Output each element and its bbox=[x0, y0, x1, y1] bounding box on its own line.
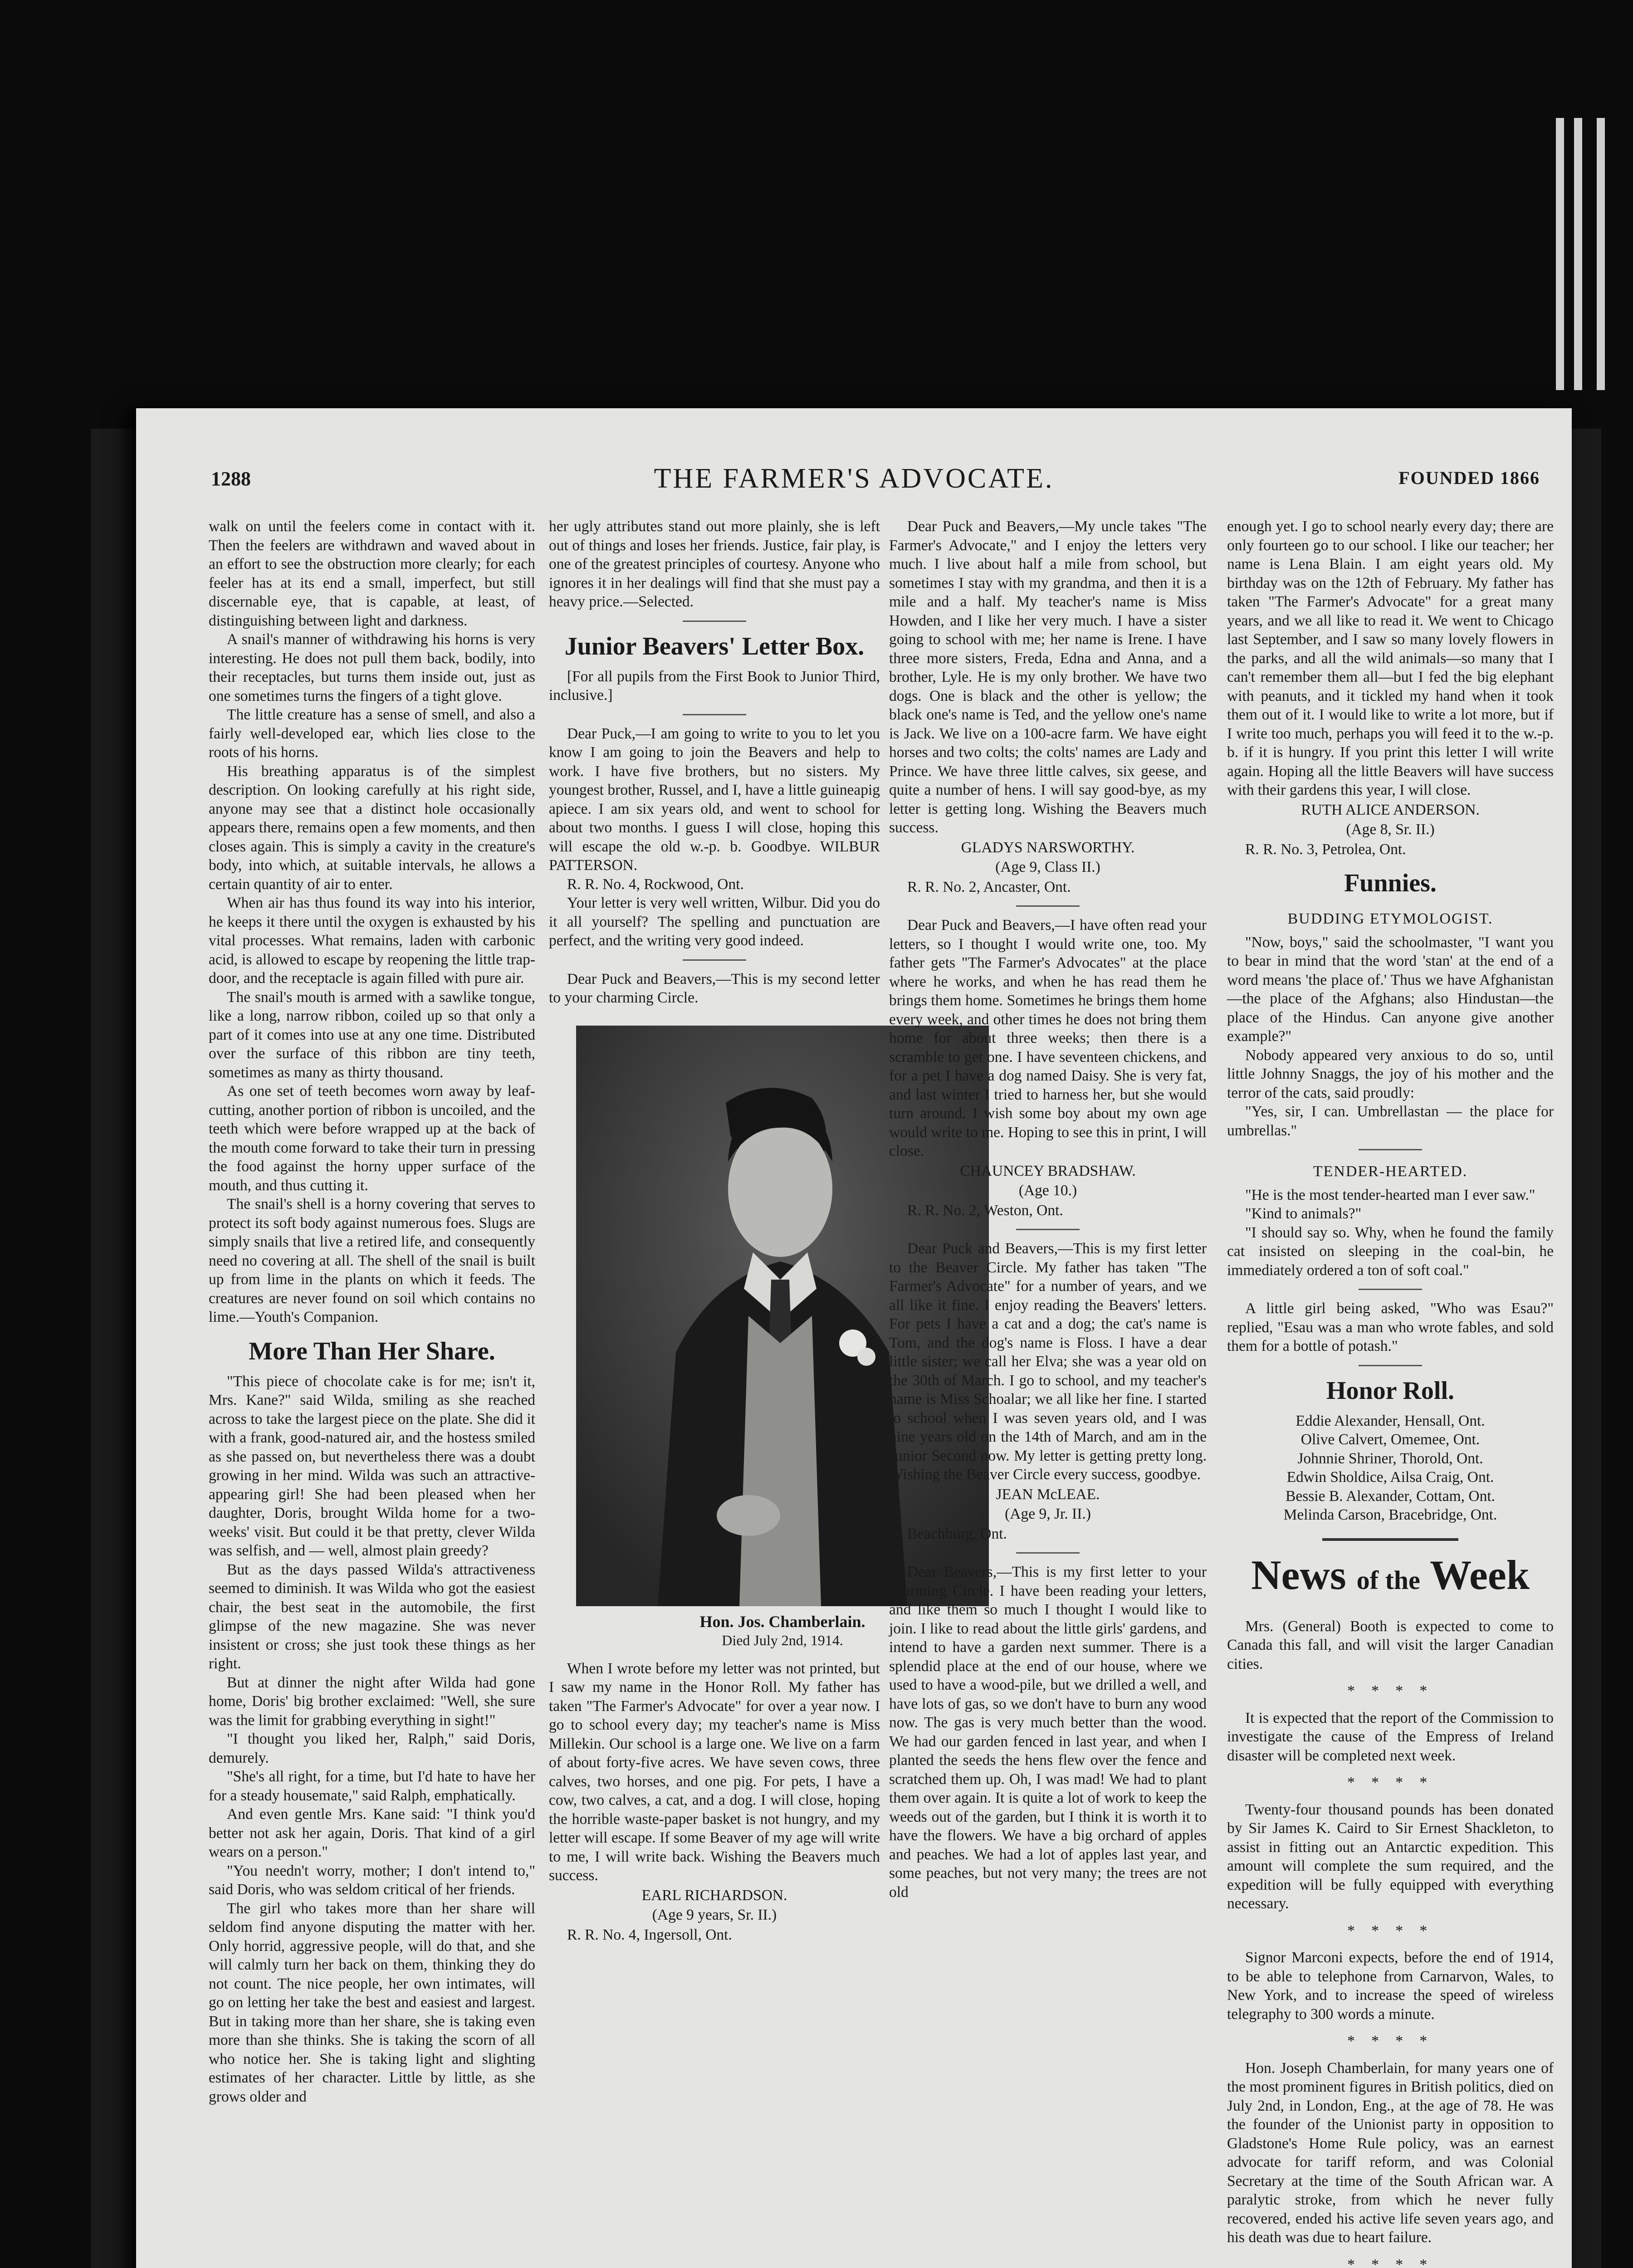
divider bbox=[1359, 1289, 1422, 1290]
funny-paragraph: Nobody appeared very anxious to do so, until little Johnny Snaggs, the joy of his mother and the terror of the cats, said proudly: bbox=[1227, 1046, 1554, 1101]
letter-signature: JEAN McLEAE. bbox=[996, 1486, 1100, 1503]
honor-roll-heading: Honor Roll. bbox=[1326, 1376, 1455, 1405]
news-separator: * * * * bbox=[1347, 1922, 1434, 1939]
snail-paragraph: The snail's shell is a horny covering that serves to protect its soft body against numerous foes. Slugs are simply snails that live a retired life, and consequently need no covering at all. The shell of the snail is built up from lime in the plants on which it feeds. The creatures are never found on soil which contains no lime.—Youth's Companion. bbox=[209, 1196, 535, 1325]
portrait-caption-name: Hon. Jos. Chamberlain. bbox=[699, 1612, 865, 1631]
letter-age: (Age 8, Sr. II.) bbox=[1346, 821, 1435, 838]
funny-paragraph: "Now, boys," said the schoolmaster, "I want you to bear in mind that the word 'stan' at the end of a word means 'the place of.' Thus we have Afghanistan—the place of the Afghans; also Hindustan—the place of the Hindus. Can anyone give another example?" bbox=[1227, 934, 1554, 1045]
funny-title: TENDER-HEARTED. bbox=[1313, 1163, 1468, 1180]
story-paragraph: "I thought you liked her, Ralph," said Doris, demurely. bbox=[209, 1730, 535, 1766]
divider bbox=[683, 959, 746, 961]
masthead-title: THE FARMER'S ADVOCATE. bbox=[654, 463, 1054, 494]
letter-address: R. R. No. 2, Ancaster, Ont. bbox=[907, 878, 1071, 895]
page-number: 1288 bbox=[211, 468, 251, 490]
snail-paragraph: walk on until the feelers come in contact with it. Then the feelers are withdrawn and waved about in an effort to see the obstruction more clearly; for each feeler has at its end a small, imperfect, but still discernable eye, that is capable, at least, of distinguishing between light and darkness. bbox=[209, 518, 535, 629]
news-heading bbox=[1227, 1550, 1554, 1605]
column-4 bbox=[1227, 517, 1554, 2268]
letter-age: (Age 9, Class II.) bbox=[995, 859, 1100, 875]
news-item: It is expected that the report of the Commission to investigate the cause of the Empress of Ireland disaster will be completed next week. bbox=[1227, 1709, 1554, 1764]
honor-roll-list bbox=[1227, 1412, 1554, 1525]
newspaper-page bbox=[136, 408, 1572, 2268]
letter-age: (Age 9 years, Sr. II.) bbox=[652, 1906, 777, 1923]
letter-signature: EARL RICHARDSON. bbox=[641, 1887, 787, 1904]
page-header bbox=[136, 463, 1572, 503]
snail-paragraph: As one set of teeth becomes worn away by leaf-cutting, another portion of ribbon is uncoiled, and the teeth which were before wrapped up at the back of the mouth come forward to take their turn in pressing the food against the horny upper surface of the mouth, and thus cutting it. bbox=[209, 1083, 535, 1194]
letter-address: R. R. No. 2, Weston, Ont. bbox=[907, 1202, 1063, 1219]
news-item: Twenty-four thousand pounds has been donated by Sir James K. Caird to Sir Ernest Shackleton, to assist in fitting out an Antarctic expedition. This amount will complete the sum required, and the expedition will be fully equipped with everything necessary. bbox=[1227, 1801, 1554, 1912]
story-paragraph: But as the days passed Wilda's attractiveness seemed to diminish. It was Wilda who got the easiest chair, the best seat in the automobile, the first glimpse of the new magazine. She was never insistent or cross; she just took these things as her right. bbox=[209, 1561, 535, 1672]
news-item: Hon. Joseph Chamberlain, for many years one of the most prominent figures in British politics, died on July 2nd, in London, Eng., at the age of 78. He was the founder of the Unionist party in opposition to Gladstone's Home Rule policy, was an earnest advocate for tariff reform, and was Colonial Secretary at the time of the South African war. A paralytic stroke, from which he never fully recovered, ended his active life seven years ago, and his death was due to heart failure. bbox=[1227, 2059, 1554, 2246]
letter: Dear Puck and Beavers,—This is my first letter to the Beaver Circle. My father has taken "The Farmer's Advocate" for a number of years, and we all like it fine. I enjoy reading the Beavers' letters. For pets I have a cat and a dog; the cat's name is Tom, and the dog's name is Floss. I have a dear little sister; we call her Elva; she was a year old on the 30th of March. I go to school, and my teacher's name is Miss Schoalar; we all like her fine. I started to school when I was seven years old, and I was nine years old on the 14th of March, and am in the Junior Second now. My letter is getting pretty long. Wishing the Beaver Circle every success, goodbye. bbox=[889, 1240, 1207, 1483]
snail-paragraph: The little creature has a sense of smell, and also a fairly well-developed ear, which lies close to the roots of his horns. bbox=[209, 706, 535, 761]
funny-paragraph: A little girl being asked, "Who was Esau?" replied, "Esau was a man who wrote fables, and sold them for a bottle of potash." bbox=[1227, 1300, 1554, 1354]
letter-address: R. R. No. 4, Ingersoll, Ont. bbox=[567, 1926, 732, 1943]
story-paragraph: The girl who takes more than her share will seldom find anyone disputing the matter with her. Only horrid, aggressive people, will do that, and she will calmly turn her back on them, thinking they do not count. The nice people, her own intimates, will go on letting her take the best and easiest and largest. But in taking more than her share, she is taking even more than she thinks. She is taking the scorn of all who notice her. She is taking light and slighting estimates of her character. Little by little, as she grows older and bbox=[209, 1900, 535, 2105]
story-ending: her ugly attributes stand out more plainly, she is left out of things and loses her friends. Justice, fair play, is one of the greatest principles of courtesy. Anyone who ignores it in her dealings will find that she must pay a heavy price.—Selected. bbox=[549, 518, 880, 610]
news-item: Mrs. (General) Booth is expected to come to Canada this fall, and will visit the larger Canadian cities. bbox=[1227, 1618, 1554, 1672]
portrait-caption-date: Died July 2nd, 1914. bbox=[722, 1632, 843, 1648]
news-separator: * * * * bbox=[1347, 2033, 1434, 2049]
divider bbox=[683, 714, 746, 715]
divider bbox=[1016, 1552, 1080, 1554]
funny-paragraph: "He is the most tender-hearted man I ever saw." bbox=[1245, 1186, 1535, 1203]
honor-roll-name: Olive Calvert, Omemee, Ont. bbox=[1301, 1431, 1480, 1448]
honor-roll-name: Johnnie Shriner, Thorold, Ont. bbox=[1297, 1450, 1483, 1467]
letter-box-heading: Junior Beavers' Letter Box. bbox=[564, 632, 865, 660]
letter: Dear Puck and Beavers,—I have often read your letters, so I thought I would write one, too. My father gets "The Farmer's Advocates" at the place where he works, and when he has read them he brings them home. Sometimes he brings them home every week, and other times he does not bring them home for about three weeks; then there is a scramble to get one. I have seventeen chickens, and for a pet I have a dog named Daisy. She is very fat, and last winter I tried to harness her, but she would turn around. I wish some boy about my own age would write to me. Hoping to see this in print, I will close. bbox=[889, 917, 1207, 1159]
letter-address: Beachburg, Ont. bbox=[907, 1525, 1007, 1542]
founded-label: FOUNDED 1866 bbox=[1398, 468, 1540, 488]
story-heading: More Than Her Share. bbox=[249, 1337, 495, 1365]
funny-title: BUDDING ETYMOLOGIST. bbox=[1287, 910, 1493, 927]
funny-paragraph: "Kind to animals?" bbox=[1245, 1205, 1362, 1222]
letter: Dear Puck and Beavers,—This is my second letter to your charming Circle. bbox=[549, 970, 880, 1006]
honor-roll-name: Edwin Sholdice, Ailsa Craig, Ont. bbox=[1286, 1469, 1494, 1486]
snail-paragraph: His breathing apparatus is of the simplest description. On looking carefully at his right side, anyone may see that a distinct hole occasionally appears there, remains open a few moments, and then closes again. This is simply a cavity in the creature's body, into which, at suitable intervals, he allows a certain quantity of air to enter. bbox=[209, 763, 535, 893]
news-heading-word: of the bbox=[1356, 1565, 1420, 1595]
funnies-heading: Funnies. bbox=[1344, 869, 1437, 897]
column-2 bbox=[549, 517, 880, 1944]
letter: Dear Puck and Beavers,—My uncle takes "The Farmer's Advocate," and I enjoy the letters very much. I live about half a mile from school, but sometimes I stay with my grandma, and then it is a mile and a half. My teacher's name is Miss Howden, and I like her very much. I have a sister going to school with me; her name is Irene. I have three more sisters, Freda, Edna and Anna, and a brother, Lyle. He is my only brother. We have two dogs. One is black and the other is yellow; the black one's name is Ted, and the yellow one's name is Jack. We live on a 100-acre farm. We have eight horses and two colts; the colts' names are Lady and Prince. We have three little calves, six geese, and quite a number of hens. I will say good-bye, as my letter is getting long. Wishing the Beavers much success. bbox=[889, 518, 1207, 836]
story-paragraph: "You needn't worry, mother; I don't intend to," said Doris, who was seldom critical of her friends. bbox=[209, 1862, 535, 1898]
story-paragraph: "She's all right, for a time, but I'd hate to have her for a steady housemate," said Ralph, emphatically. bbox=[209, 1768, 535, 1804]
divider bbox=[1359, 1365, 1422, 1366]
letter-box-note: [For all pupils from the First Book to Junior Third, inclusive.] bbox=[549, 668, 880, 704]
snail-paragraph: The snail's mouth is armed with a sawlike tongue, like a long, narrow ribbon, coiled up so that only a part of it comes into use at any one time. Distributed over the surface of this ribbon are tiny teeth, sometimes as many as thirty thousand. bbox=[209, 988, 535, 1081]
letter-signature: GLADYS NARSWORTHY. bbox=[961, 839, 1135, 856]
news-heading-word: News bbox=[1251, 1551, 1346, 1598]
letter-signature: RUTH ALICE ANDERSON. bbox=[1301, 801, 1480, 818]
funny-paragraph: "I should say so. Why, when he found the family cat insisted on sleeping in the coal-bin, he immediately ordered a ton of soft coal." bbox=[1227, 1224, 1554, 1279]
column-3 bbox=[889, 517, 1207, 1901]
divider bbox=[1322, 1538, 1458, 1541]
honor-roll-name: Eddie Alexander, Hensall, Ont. bbox=[1296, 1412, 1485, 1429]
editor-reply: Your letter is very well written, Wilbur. Did you do it all yourself? The spelling and punctuation are perfect, and the writing very good indeed. bbox=[549, 894, 880, 949]
letter: When I wrote before my letter was not printed, but I saw my name in the Honor Roll. My father has taken "The Farmer's Advocate" for over a year now. I go to school every day; my teacher's name is Miss Millekin. Our school is a large one. We live on a farm of about forty-five acres. We have seven cows, three calves, two horses, and one pig. For pets, I have a cow, two calves, a cat, and a dog. I will close, hoping the horrible waste-paper basket is not hungry, and my letter will escape. If some Beaver of my age will write to me, I will write back. Wishing the Beavers much success. bbox=[549, 1660, 880, 1884]
story-paragraph: "This piece of chocolate cake is for me; isn't it, Mrs. Kane?" said Wilda, smiling as she reached across to take the largest piece on the plate. She did it with a frank, good-natured air, and the hostess smiled as she passed on, but nevertheless there was a doubt growing in her mind. Wilda was such an attractive-appearing girl! She had been pleased when her daughter, Doris, brought Wilda home for a two-weeks' visit. But could it be that pretty, clever Wilda was selfish, and — well, almost plain greedy? bbox=[209, 1373, 535, 1559]
snail-paragraph: A snail's manner of withdrawing his horns is very interesting. He does not pull them back, bodily, into their receptacles, but turns them inside out, just as one sometimes turns the fingers of a tight glove. bbox=[209, 631, 535, 704]
news-separator: * * * * bbox=[1347, 1774, 1434, 1791]
letter-address: R. R. No. 3, Petrolea, Ont. bbox=[1245, 841, 1406, 858]
news-separator: * * * * bbox=[1347, 2256, 1434, 2268]
letter: enough yet. I go to school nearly every day; there are only fourteen go to our school. I like our teacher; her name is Lena Blain. I am eight years old. My birthday was on the 12th of February. My father has taken "The Farmer's Advocate" for a great many years, and we all like to read it. We went to Chicago last September, and I saw so many lovely flowers in the parks, and all the wild animals—so many that I can't remember them all—but I fed the big elephant with peanuts, and it tickled my hand when it took them out of it. I would like to write a lot more, but if I write too much, perhaps you will feed it to the w.-p. b. if it is hungry. If you print this letter I will write again. Hoping all the little Beavers will have success with their gardens this year, I will close. bbox=[1227, 518, 1554, 798]
story-paragraph: But at dinner the night after Wilda had gone home, Doris' big brother exclaimed: "Well, she sure was the limit for grabbing everything in sight!" bbox=[209, 1674, 535, 1729]
divider bbox=[1016, 1229, 1080, 1230]
news-separator: * * * * bbox=[1347, 1682, 1434, 1699]
divider bbox=[683, 621, 746, 622]
letter-age: (Age 10.) bbox=[1018, 1182, 1077, 1199]
letter: Dear Beavers,—This is my first letter to your charming Circle. I have been reading your letters, and like them so much I thought I would like to join. I like to read about the little girls' gardens, and intend to have a garden next summer. There is a splendid place at the end of our house, where we used to have a wood-pile, but we drilled a well, and have lots of gas, so we don't have to burn any wood now. The gas is very much better than the wood. We had our garden fenced in last year, and when I planted the seeds the hens flew over the fence and scratched them up. Oh, I was mad! We had to plant them over again. It is quite a lot of work to keep the weeds out of the garden, but I think it is worth it to have the flowers. We have a big orchard of apples and peaches. We had a lot of apples last year, and some peaches, but not very many; the trees are not old bbox=[889, 1564, 1207, 1901]
news-heading-word: Week bbox=[1430, 1551, 1530, 1598]
funny-paragraph: "Yes, sir, I can. Umbrellastan — the place for umbrellas." bbox=[1227, 1103, 1554, 1139]
honor-roll-name: Bessie B. Alexander, Cottam, Ont. bbox=[1285, 1487, 1495, 1505]
story-paragraph: And even gentle Mrs. Kane said: "I think you'd better not ask her again, Doris. That kind of a girl wears on a person." bbox=[209, 1806, 535, 1860]
divider bbox=[1359, 1149, 1422, 1150]
letter-age: (Age 9, Jr. II.) bbox=[1005, 1505, 1091, 1522]
letter-address: R. R. No. 4, Rockwood, Ont. bbox=[567, 875, 744, 893]
divider bbox=[1016, 905, 1080, 907]
news-item: Signor Marconi expects, before the end of 1914, to be able to telephone from Carnarvon, Wales, to New York, and to increase the speed of wireless telegraphy to 300 words a minute. bbox=[1227, 1949, 1554, 2023]
honor-roll-name: Melinda Carson, Bracebridge, Ont. bbox=[1283, 1506, 1497, 1523]
letter: Dear Puck,—I am going to write to you to let you know I am going to join the Beavers and help to work. I have five brothers, but no sisters. My youngest brother, Russel, and I, have a little guineapig apiece. I am six years old, and went to school for about two months. I guess I will close, hoping this will escape the old w.-p. b. Goodbye. WILBUR PATTERSON. bbox=[549, 725, 880, 874]
snail-paragraph: When air has thus found its way into his interior, he keeps it there until the oxygen is exhausted by his vital processes. What remains, laden with carbonic acid, is allowed to escape by reopening the little trap-door, and the receptacle is again filled with pure air. bbox=[209, 894, 535, 987]
column-1 bbox=[209, 517, 535, 2106]
letter-signature: CHAUNCEY BRADSHAW. bbox=[960, 1162, 1136, 1179]
